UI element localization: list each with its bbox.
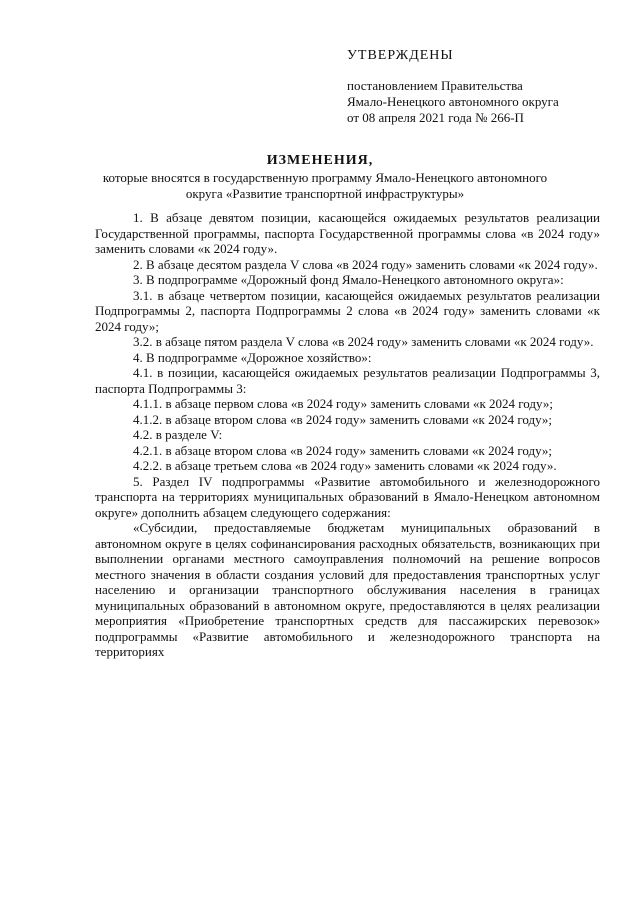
document-subtitle: которые вносятся в государственную программу Ямало-Ненецкого автономного округа «Развитие транспортной инфраструктуры» bbox=[102, 170, 548, 201]
approval-line-3: от 08 апреля 2021 года № 266-П bbox=[347, 110, 524, 125]
paragraph-4-2-1: 4.2.1. в абзаце втором слова «в 2024 году» заменить словами «к 2024 году»; bbox=[133, 442, 553, 458]
document-title: ИЗМЕНЕНИЯ, bbox=[266, 153, 374, 168]
paragraph-4-1-1: 4.1.1. в абзаце первом слова «в 2024 году» заменить словами «к 2024 году»; bbox=[133, 396, 553, 411]
paragraph-3-2: 3.2. в абзаце пятом раздела V слова «в 2024 году» заменить словами «к 2024 году». bbox=[133, 334, 594, 349]
paragraph-2: 2. В абзаце десятом раздела V слова «в 2024 году» заменить словами «к 2024 году». bbox=[133, 256, 598, 272]
paragraph-5: 5. Раздел IV подпрограммы «Развитие автомобильного и железнодорожного транспорта на территориях муниципальных образований в Ямало-Ненецком автономном округе» дополнить абзацем следующего содержания: bbox=[95, 473, 600, 520]
paragraph-3: 3. В подпрограмме «Дорожный фонд Ямало-Ненецкого автономного округа»: bbox=[133, 272, 564, 287]
paragraph-1: 1. В абзаце девятом позиции, касающейся ожидаемых результатов реализации Государственной программы, паспорта Государственной программы слова «в 2024 году» заменить словами «к 2024 году». bbox=[95, 210, 600, 256]
approval-block bbox=[347, 48, 607, 126]
paragraph-4-2-2: 4.2.2. в абзаце третьем слова «в 2024 году» заменить словами «к 2024 году». bbox=[133, 458, 557, 473]
approval-heading: УТВЕРЖДЕНЫ bbox=[347, 48, 454, 63]
paragraph-quote: «Субсидии, предоставляемые бюджетам муниципальных образований в автономном округе в целях софинансирования расходных обязательств, возникающих при выполнении органами местного самоуправления полномочий на решение вопросов местного значения в области создания условий для предоставления транспортных услуг населению и организации транспортного обслуживания населения в границах муниципальных образований в автономном округе, предоставляются в целях реализации мероприятия «Приобретение транспортных средств для пассажирских перевозок» подпрограммы «Развитие автомобильного и железнодорожного транспорта на территориях bbox=[95, 520, 600, 659]
paragraph-4-2: 4.2. в разделе V: bbox=[133, 427, 223, 442]
paragraph-3-1: 3.1. в абзаце четвертом позиции, касающейся ожидаемых результатов реализации Подпрограммы 2, паспорта Подпрограммы 2 слова «в 2024 году» заменить словами «к 2024 году»; bbox=[95, 287, 600, 334]
paragraph-4-1-2: 4.1.2. в абзаце втором слова «в 2024 году» заменить словами «к 2024 году»; bbox=[133, 411, 553, 427]
paragraph-4-1: 4.1. в позиции, касающейся ожидаемых результатов реализации Подпрограммы 3, паспорта Подпрограммы 3: bbox=[95, 365, 600, 396]
paragraph-4: 4. В подпрограмме «Дорожное хозяйство»: bbox=[133, 349, 372, 365]
approval-line-1: постановлением Правительства bbox=[347, 78, 523, 93]
approval-line-2: Ямало-Ненецкого автономного округа bbox=[347, 94, 559, 109]
document-body bbox=[95, 210, 600, 660]
